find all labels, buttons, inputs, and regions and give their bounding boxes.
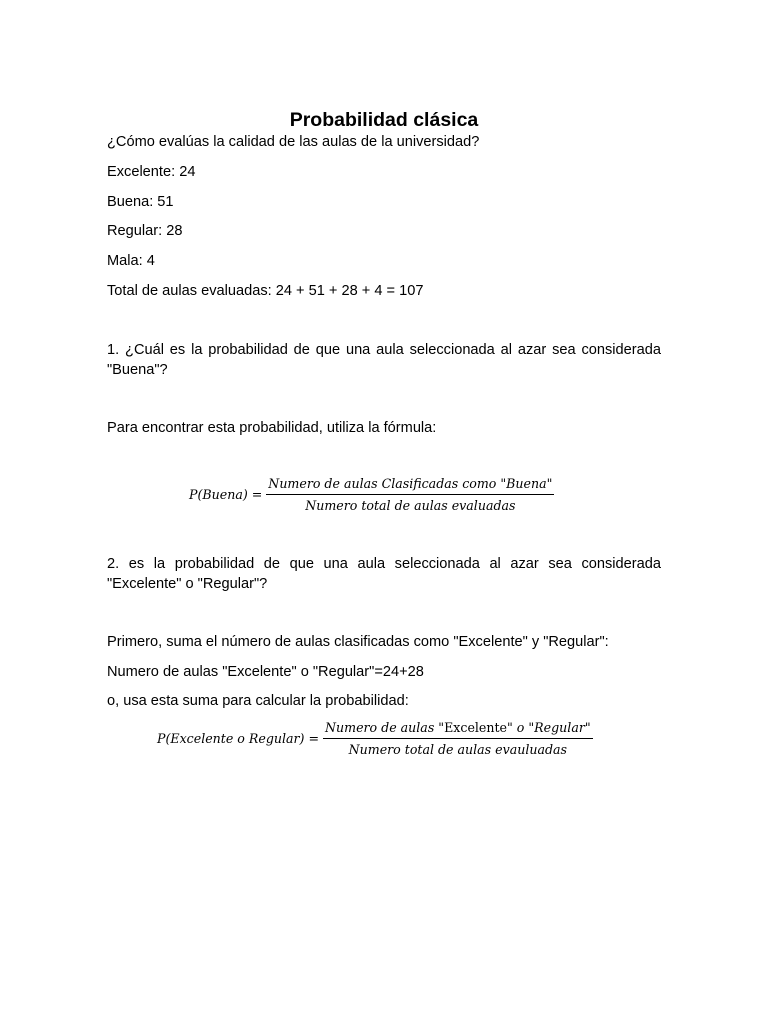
question-2-line-1: 2. es la probabilidad de que una aula seleccionada al azar sea considerada <box>107 556 661 572</box>
count-excelente: Excelente: 24 <box>107 164 196 180</box>
formula-buena <box>189 476 554 513</box>
sum-line: Numero de aulas "Excelente" o "Regular"=24+28 <box>107 664 424 680</box>
step-2: o, usa esta suma para calcular la probabilidad: <box>107 693 409 709</box>
formula-2-numerator-b: "Excelente" <box>438 720 513 735</box>
formula-buena-denominator: Numero total de aulas evaluadas <box>305 498 516 513</box>
formula-buena-numerator: Numero de aulas Clasificadas como "Buena" <box>266 476 554 495</box>
question-1-line-2: "Buena"? <box>107 362 168 378</box>
count-buena: Buena: 51 <box>107 194 174 210</box>
formula-intro: Para encontrar esta probabilidad, utiliza la fórmula: <box>107 420 437 436</box>
formula-buena-fraction <box>266 476 554 513</box>
question-1-line-1: 1. ¿Cuál es la probabilidad de que una aula seleccionada al azar sea considerada <box>107 342 661 358</box>
count-mala: Mala: 4 <box>107 253 155 269</box>
step-1: Primero, suma el número de aulas clasificadas como "Excelente" y "Regular": <box>107 634 609 650</box>
formula-2-denominator: Numero total de aulas evauluadas <box>348 742 568 757</box>
question-2-line-2: "Excelente" o "Regular"? <box>107 576 268 592</box>
formula-2-lhs: P(Excelente o Regular) = <box>157 731 320 746</box>
count-regular: Regular: 28 <box>107 223 183 239</box>
formula-excelente-regular <box>157 720 593 757</box>
formula-2-numerator-c: o "Regular" <box>512 720 591 735</box>
survey-question: ¿Cómo evalúas la calidad de las aulas de la universidad? <box>107 134 480 150</box>
total-line: Total de aulas evaluadas: 24 + 51 + 28 + 4 = 107 <box>107 283 424 299</box>
question-2 <box>107 554 661 594</box>
formula-2-numerator-a: Numero de aulas <box>325 720 439 735</box>
formula-buena-lhs: P(Buena) = <box>189 487 263 502</box>
document-title: Probabilidad clásica <box>289 109 479 131</box>
formula-2-numerator <box>323 720 593 739</box>
question-1 <box>107 340 661 380</box>
formula-2-fraction <box>323 720 593 757</box>
